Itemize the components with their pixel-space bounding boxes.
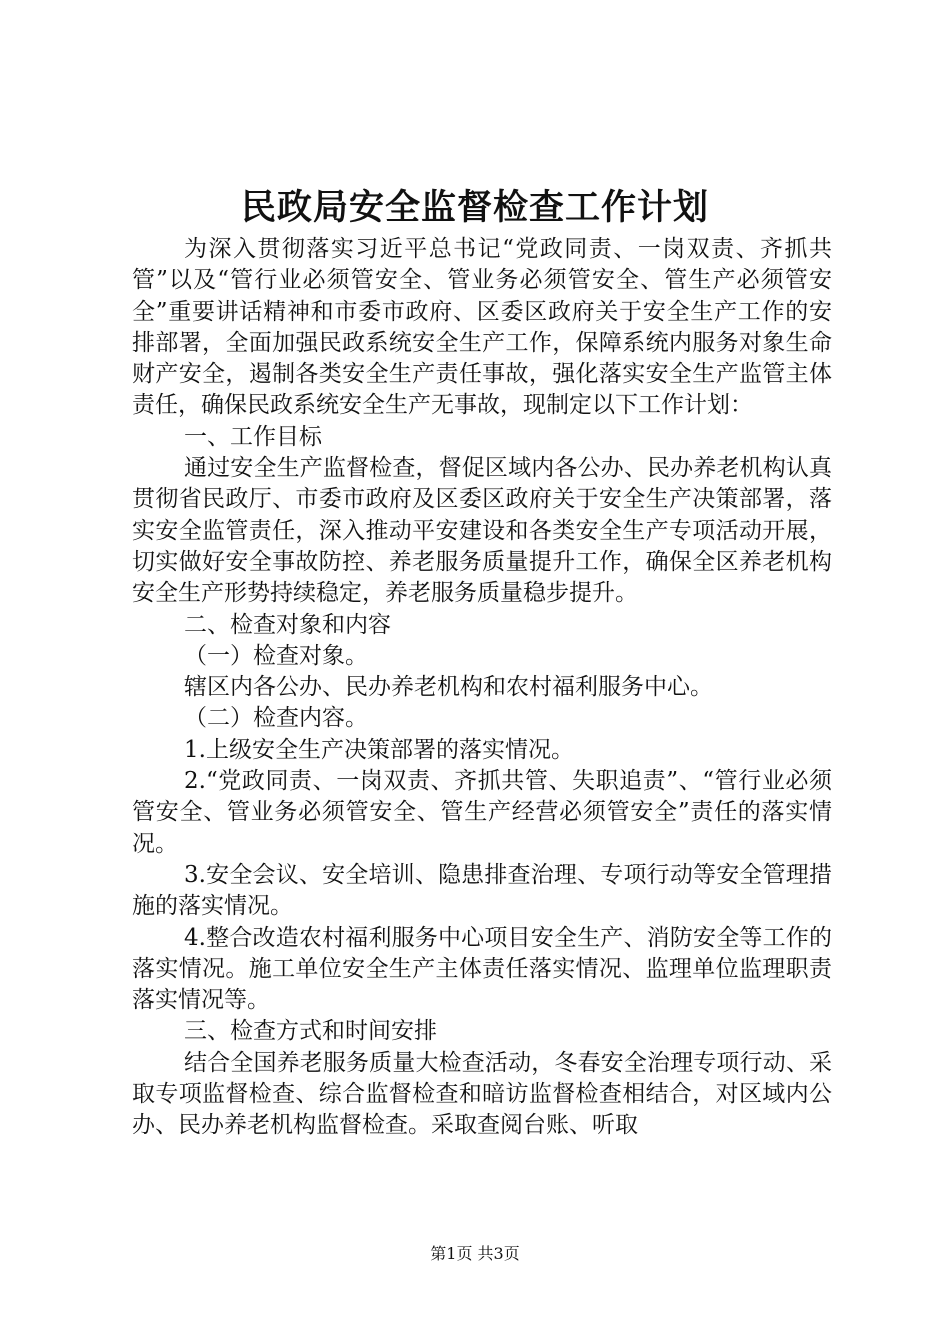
goals-paragraph: 通过安全生产监督检查，督促区域内各公办、民办养老机构认真贯彻省民政厅、市委市政府及区委区政府关于安全生产决策部署，落实安全监管责任，深入推动平安建设和各类安全生产专项活动开展，切实做好安全事故防控、养老服务质量提升工作，确保全区养老机构安全生产形势持续稳定，养老服务质量稳步提升。 <box>132 455 832 607</box>
section-heading-methods: 三、检查方式和时间安排 <box>184 1018 437 1045</box>
methods-paragraph: 结合全国养老服务质量大检查活动，冬春安全治理专项行动、采取专项监督检查、综合监督检查和暗访监督检查相结合，对区域内公办、民办养老机构监督检查。采取查阅台账、听取 <box>132 1049 832 1139</box>
page-number-footer: 第1页 共3页 <box>430 1244 520 1263</box>
section-heading-targets: 二、检查对象和内容 <box>184 611 391 638</box>
document-body <box>132 234 832 1142</box>
subheading-inspection-targets: （一）检查对象。 <box>184 642 368 669</box>
intro-paragraph: 为深入贯彻落实习近平总书记“党政同责、一岗双责、齐抓共管”以及“管行业必须管安全、管业务必须管安全、管生产必须管安全”重要讲话精神和市委市政府、区委区政府关于安全生产工作的安排部署，全面加强民政系统安全生产工作，保障系统内服务对象生命财产安全，遏制各类安全生产责任事故，强化落实安全生产监管主体责任，确保民政系统安全生产无事故，现制定以下工作计划： <box>132 236 832 419</box>
subheading-inspection-content: （二）检查内容。 <box>184 705 368 732</box>
content-item-4: 4.整合改造农村福利服务中心项目安全生产、消防安全等工作的落实情况。施工单位安全生产主体责任落实情况、监理单位监理职责落实情况等。 <box>132 924 832 1014</box>
content-item-2: 2.“党政同责、一岗双责、齐抓共管、失职追责”、“管行业必须管安全、管业务必须管安全、管生产经营必须管安全”责任的落实情况。 <box>132 768 832 857</box>
section-heading-goals: 一、工作目标 <box>184 423 322 450</box>
content-item-1: 1.上级安全生产决策部署的落实情况。 <box>184 736 574 763</box>
document-title: 民政局安全监督检查工作计划 <box>240 188 709 228</box>
inspection-targets-paragraph: 辖区内各公办、民办养老机构和农村福利服务中心。 <box>184 674 713 701</box>
content-item-3: 3.安全会议、安全培训、隐患排查治理、专项行动等安全管理措施的落实情况。 <box>132 861 832 920</box>
